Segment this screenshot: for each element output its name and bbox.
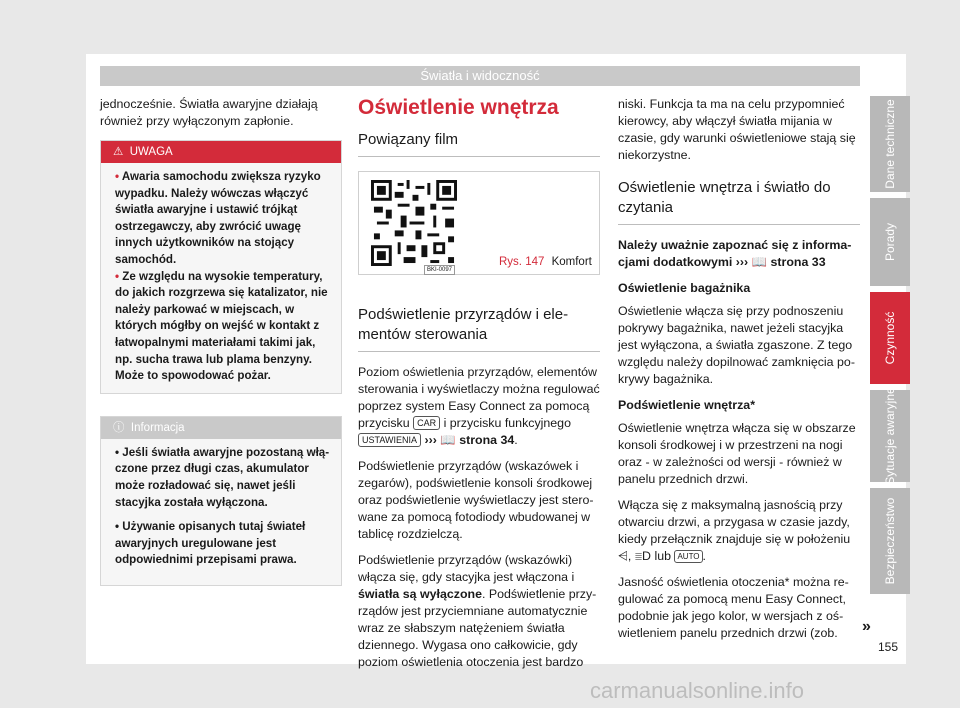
warning-body [101,163,341,393]
car-key-icon: CAR [413,416,440,430]
column-3 [618,96,860,651]
parking-light-icon: ⩤ [618,549,628,563]
warning-box [100,140,342,394]
tab-bezpieczenstwo[interactable]: Bezpieczeństwo [870,488,910,594]
warning-triangle-icon: ⚠ [113,146,124,158]
figure-caption-text: Komfort [551,256,592,268]
continue-arrow-icon: » [862,618,871,635]
intro-paragraph: jednocześnie. Światła awaryjne działają również przy wyłączonym zapłonie. [100,97,318,128]
low-beam-icon: ≣D [634,549,651,563]
instruments-paragraph-2: Podświetlenie przyrządów (wskazówek i zegarów), podświetlenie konsoli środkowej oraz podświetlenie wyświetlaczy jest sterowane za pomocą fotodiody wbudowanej w tablicę rozdzielczą. [358,459,594,541]
note-paragraph: Należy uważnie zapoznać się z informacjami dodatkowymi ››› 📖 strona 33 [618,238,852,269]
tab-porady[interactable]: Porady [870,198,910,286]
info-icon: ⓘ [113,421,125,434]
info-item: • Używanie opisanych tutaj świateł awaryjnych uregulowane jest odpowiednimi przepisami prawa. [115,520,306,567]
info-title: Informacja [130,421,185,434]
warning-item: • Awaria samochodu zwiększa ryzyko wypadku. Należy wówczas włączyć światła awaryjne i ustawić trójkąt ostrzegawczy, aby zwrócić uwagę innych użytkowników na stojący samochód. [115,170,321,266]
settings-key-icon: USTAWIENIA [358,433,421,447]
book-icon: 📖 [751,255,768,269]
page-reference-link[interactable]: strona 34 [459,433,515,447]
watermark: carmanualsonline.info [590,678,805,703]
tab-dane-techniczne[interactable]: Dane techniczne [870,96,910,192]
interior-paragraph-1: Oświetlenie wnętrza włącza się w obszarze konsoli środkowej i w przestrzeni na nogi oraz - w zależności od wersji - również w panelu przednich drzwi. [618,421,856,486]
page-reference-link[interactable]: strona 33 [770,255,826,269]
continued-paragraph: niski. Funkcja ta ma na celu przypomnieć kierowcy, aby włączył światła mijania w czasie, gdy warunki oświetleniowe stają się niekorzystne. [618,97,856,162]
column-1 [100,96,342,586]
section-title: Oświetlenie wnętrza [358,96,559,119]
figure [358,171,600,275]
page-number: 155 [878,640,899,654]
interior-paragraph-3: Jasność oświetlenia otoczenia* można regulować za pomocą menu Easy Connect, podobnie jak jego kolor, w wersjach z oświetleniem panelu przednich drzwi (zob. [618,575,849,640]
qr-code-icon[interactable] [371,180,457,266]
ref-arrow-icon: ››› [424,433,437,447]
chapter-tabs [870,96,910,600]
figure-id: BKI-0097 [424,265,455,275]
running-header: Światła i widoczność [100,66,860,86]
instruments-heading: Podświetlenie przyrządów i elementów sterowania [358,305,600,352]
warning-header [101,141,341,163]
interior-paragraph-2: Włącza się z maksymalną jasnością przy otwarciu drzwi, a przygasa w czasie jazdy, kiedy przełącznik znajduje się w położeniu ⩤, ≣D lub AUTO . [618,498,851,563]
subheading-trunk: Oświetlenie bagażnika [618,281,751,295]
tab-sytuacje-awaryjne[interactable]: Sytuacje awaryjne [870,390,910,482]
figure-label: Rys. 147 [499,256,545,268]
warning-title: UWAGA [129,146,173,158]
warning-item: • Ze względu na wysokie temperatury, do jakich rozgrzewa się katalizator, nie należy parkować w miejscach, w których mógłby on wejść w kontakt z łatwopalnymi materiałami takimi jak, np. sucha trawa lub plama benzyny. Może to spowodować pożar. [115,269,328,383]
subheading-interior: Podświetlenie wnętrza* [618,398,756,412]
column-2 [358,96,600,680]
interior-reading-heading: Oświetlenie wnętrza i światło do czytania [618,178,860,225]
info-item: • Jeśli światła awaryjne pozostaną włączone przez długi czas, akumulator może rozładować się, nawet jeśli stacyjka została wyłączona. [115,445,330,509]
info-box [100,416,342,586]
trunk-paragraph: Oświetlenie włącza się przy podnoszeniu pokrywy bagażnika, nawet jeżeli stacyjka jest wyłączona, a światła zgaszone. Z tego względu należy dopilnować zamknięcia pokrywy bagażnika. [618,304,855,386]
instruments-paragraph-3: Podświetlenie przyrządów (wskazówki) włącza się, gdy stacyjka jest włączona i światła są wyłączone. Podświetlenie przyrządów jest przyciemniane automatycznie wraz ze słabszym natężeniem światła dziennego. Wygasa ono całkowicie, gdy poziom oświetlenia otoczenia jest bardzo [358,553,597,669]
auto-light-icon: AUTO [674,550,702,563]
book-icon: 📖 [440,433,456,447]
info-body [101,439,341,585]
ref-arrow-icon: ››› [735,255,749,269]
tab-czynnosc[interactable]: Czynność [870,292,910,384]
figure-caption [499,254,592,271]
film-heading: Powiązany film [358,130,600,157]
instruments-paragraph-1: Poziom oświetlenia przyrządów, elementów sterowania i wyświetlaczy można regulować poprzez system Easy Connect za pomocą przycisku CAR i przycisku funkcyjnego USTAWIENIA ››› 📖 strona 34. [358,365,600,447]
info-header [101,417,341,439]
